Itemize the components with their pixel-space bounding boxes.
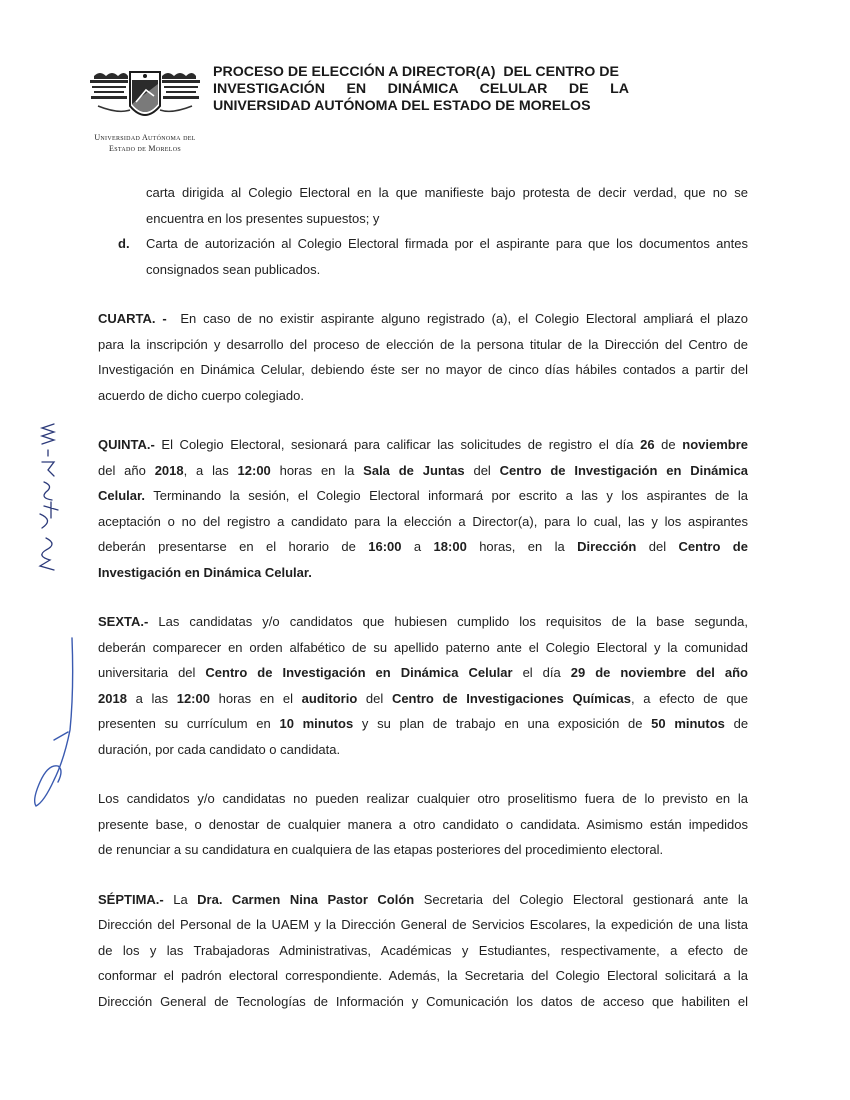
text-line: universitaria del Centro de Investigación en Dinámica Celular el día 29 de noviembre del año [98, 665, 748, 680]
title-line: INVESTIGACIÓN EN DINÁMICA CELULAR DE LA [213, 81, 629, 97]
title-line: UNIVERSIDAD AUTÓNOMA DEL ESTADO DE MORELOS [213, 98, 591, 114]
text-line: Dirección General de Tecnologías de Información y Comunicación los datos de acceso que habiliten el [98, 993, 748, 1009]
text-line: QUINTA.- El Colegio Electoral, sesionará para calificar las solicitudes de registro el día 26 de noviembre [98, 437, 748, 452]
text-line: deberán presentarse en el horario de 16:00 a 18:00 horas, en la Dirección del Centro de [98, 539, 748, 554]
section-septima [98, 887, 748, 1015]
text-line: 2018 a las 12:00 horas en el auditorio del Centro de Investigaciones Químicas, a efecto de que [98, 690, 749, 706]
margin-handwritten-initials-signature [24, 410, 84, 830]
list-marker: d. [118, 236, 130, 251]
text-line: duración, por cada candidato o candidata. [98, 741, 341, 757]
text-line: Carta de autorización al Colegio Electoral firmada por el aspirante para que los documentos antes [146, 236, 748, 251]
section-label: SÉPTIMA.- [98, 891, 164, 907]
text-line: Investigación en Dinámica Celular. [98, 564, 312, 580]
university-caption [84, 132, 206, 154]
document-header [0, 0, 850, 180]
text-line: presente base, o denostar de cualquier manera a otro candidato o candidata. Asimismo están impedidos [98, 816, 748, 832]
text-line: presenten su currículum en 10 minutos y su plan de trabajo en una exposición de 50 minutos de [98, 716, 749, 731]
text-line: de renunciar a su candidatura en cualquiera de las etapas posteriores del procedimiento electoral. [98, 842, 664, 857]
candidates-paragraph [98, 786, 748, 863]
text-line: conformar el padrón electoral correspondiente. Además, la Secretaria del Colegio Electoral solicitará a la [98, 968, 748, 983]
text-line: acuerdo de dicho cuerpo colegiado. [98, 387, 304, 403]
text-line: para la inscripción y desarrollo del proceso de elección de la persona titular de la Dirección del Centro de [98, 336, 748, 352]
section-label: SEXTA.- [98, 614, 149, 629]
text-line: CUARTA. - En caso de no existir aspirante alguno registrado (a), el Colegio Electoral ampliará el plazo [98, 311, 748, 326]
text-line: Investigación en Dinámica Celular, debiendo éste ser no mayor de cinco días hábiles contados a partir del [98, 362, 748, 377]
text-line: Celular. Terminando la sesión, el Colegio Electoral informará por escrito a las y los aspirantes de la [98, 488, 748, 503]
continuation-paragraph [98, 180, 748, 231]
list-item-d [98, 231, 748, 282]
text-line: consignados sean publicados. [146, 261, 321, 277]
document-title [213, 64, 629, 115]
text-line: SEXTA.- Las candidatas y/o candidatos que hubiesen cumplido los requisitos de la base segunda, [98, 614, 748, 629]
text-line: Los candidatos y/o candidatas no pueden realizar cualquier otro proselitismo fuera de lo previsto en la [98, 791, 748, 806]
title-line: PROCESO DE ELECCIÓN A DIRECTOR(A) DEL CENTRO DE [213, 64, 619, 80]
text-line: de los y las Trabajadoras Administrativas, Académicas y Estudiantes, respectivamente, a efecto de [98, 942, 748, 958]
text-line: SÉPTIMA.- La Dra. Carmen Nina Pastor Colón Secretaria del Colegio Electoral gestionará ante la [98, 891, 748, 907]
document-body [98, 180, 748, 1014]
university-seal-logo [88, 66, 202, 134]
text-line: aceptación o no del registro a candidato para la elección a Director(a), para lo cual, las y los aspirantes [98, 513, 748, 529]
section-sexta [98, 609, 748, 762]
text-line: carta dirigida al Colegio Electoral en la que manifieste bajo protesta de decir verdad, que no se [146, 185, 748, 200]
university-caption-line: Estado de Morelos [109, 144, 181, 153]
section-label: QUINTA.- [98, 437, 155, 452]
text-line: deberán comparecer en orden alfabético de su apellido paterno ante el Colegio Electoral y la comunidad [98, 639, 748, 655]
section-label: CUARTA. - [98, 311, 167, 326]
section-cuarta [98, 306, 748, 408]
text-line: encuentra en los presentes supuestos; y [146, 210, 380, 226]
university-caption-line: Universidad Autónoma del [94, 133, 196, 142]
text-line: Dirección del Personal de la UAEM y la Dirección General de Servicios Escolares, la expedición de una lista [98, 917, 748, 932]
text-line: del año 2018, a las 12:00 horas en la Sala de Juntas del Centro de Investigación en Dinámica [98, 462, 749, 478]
section-quinta [98, 432, 748, 585]
